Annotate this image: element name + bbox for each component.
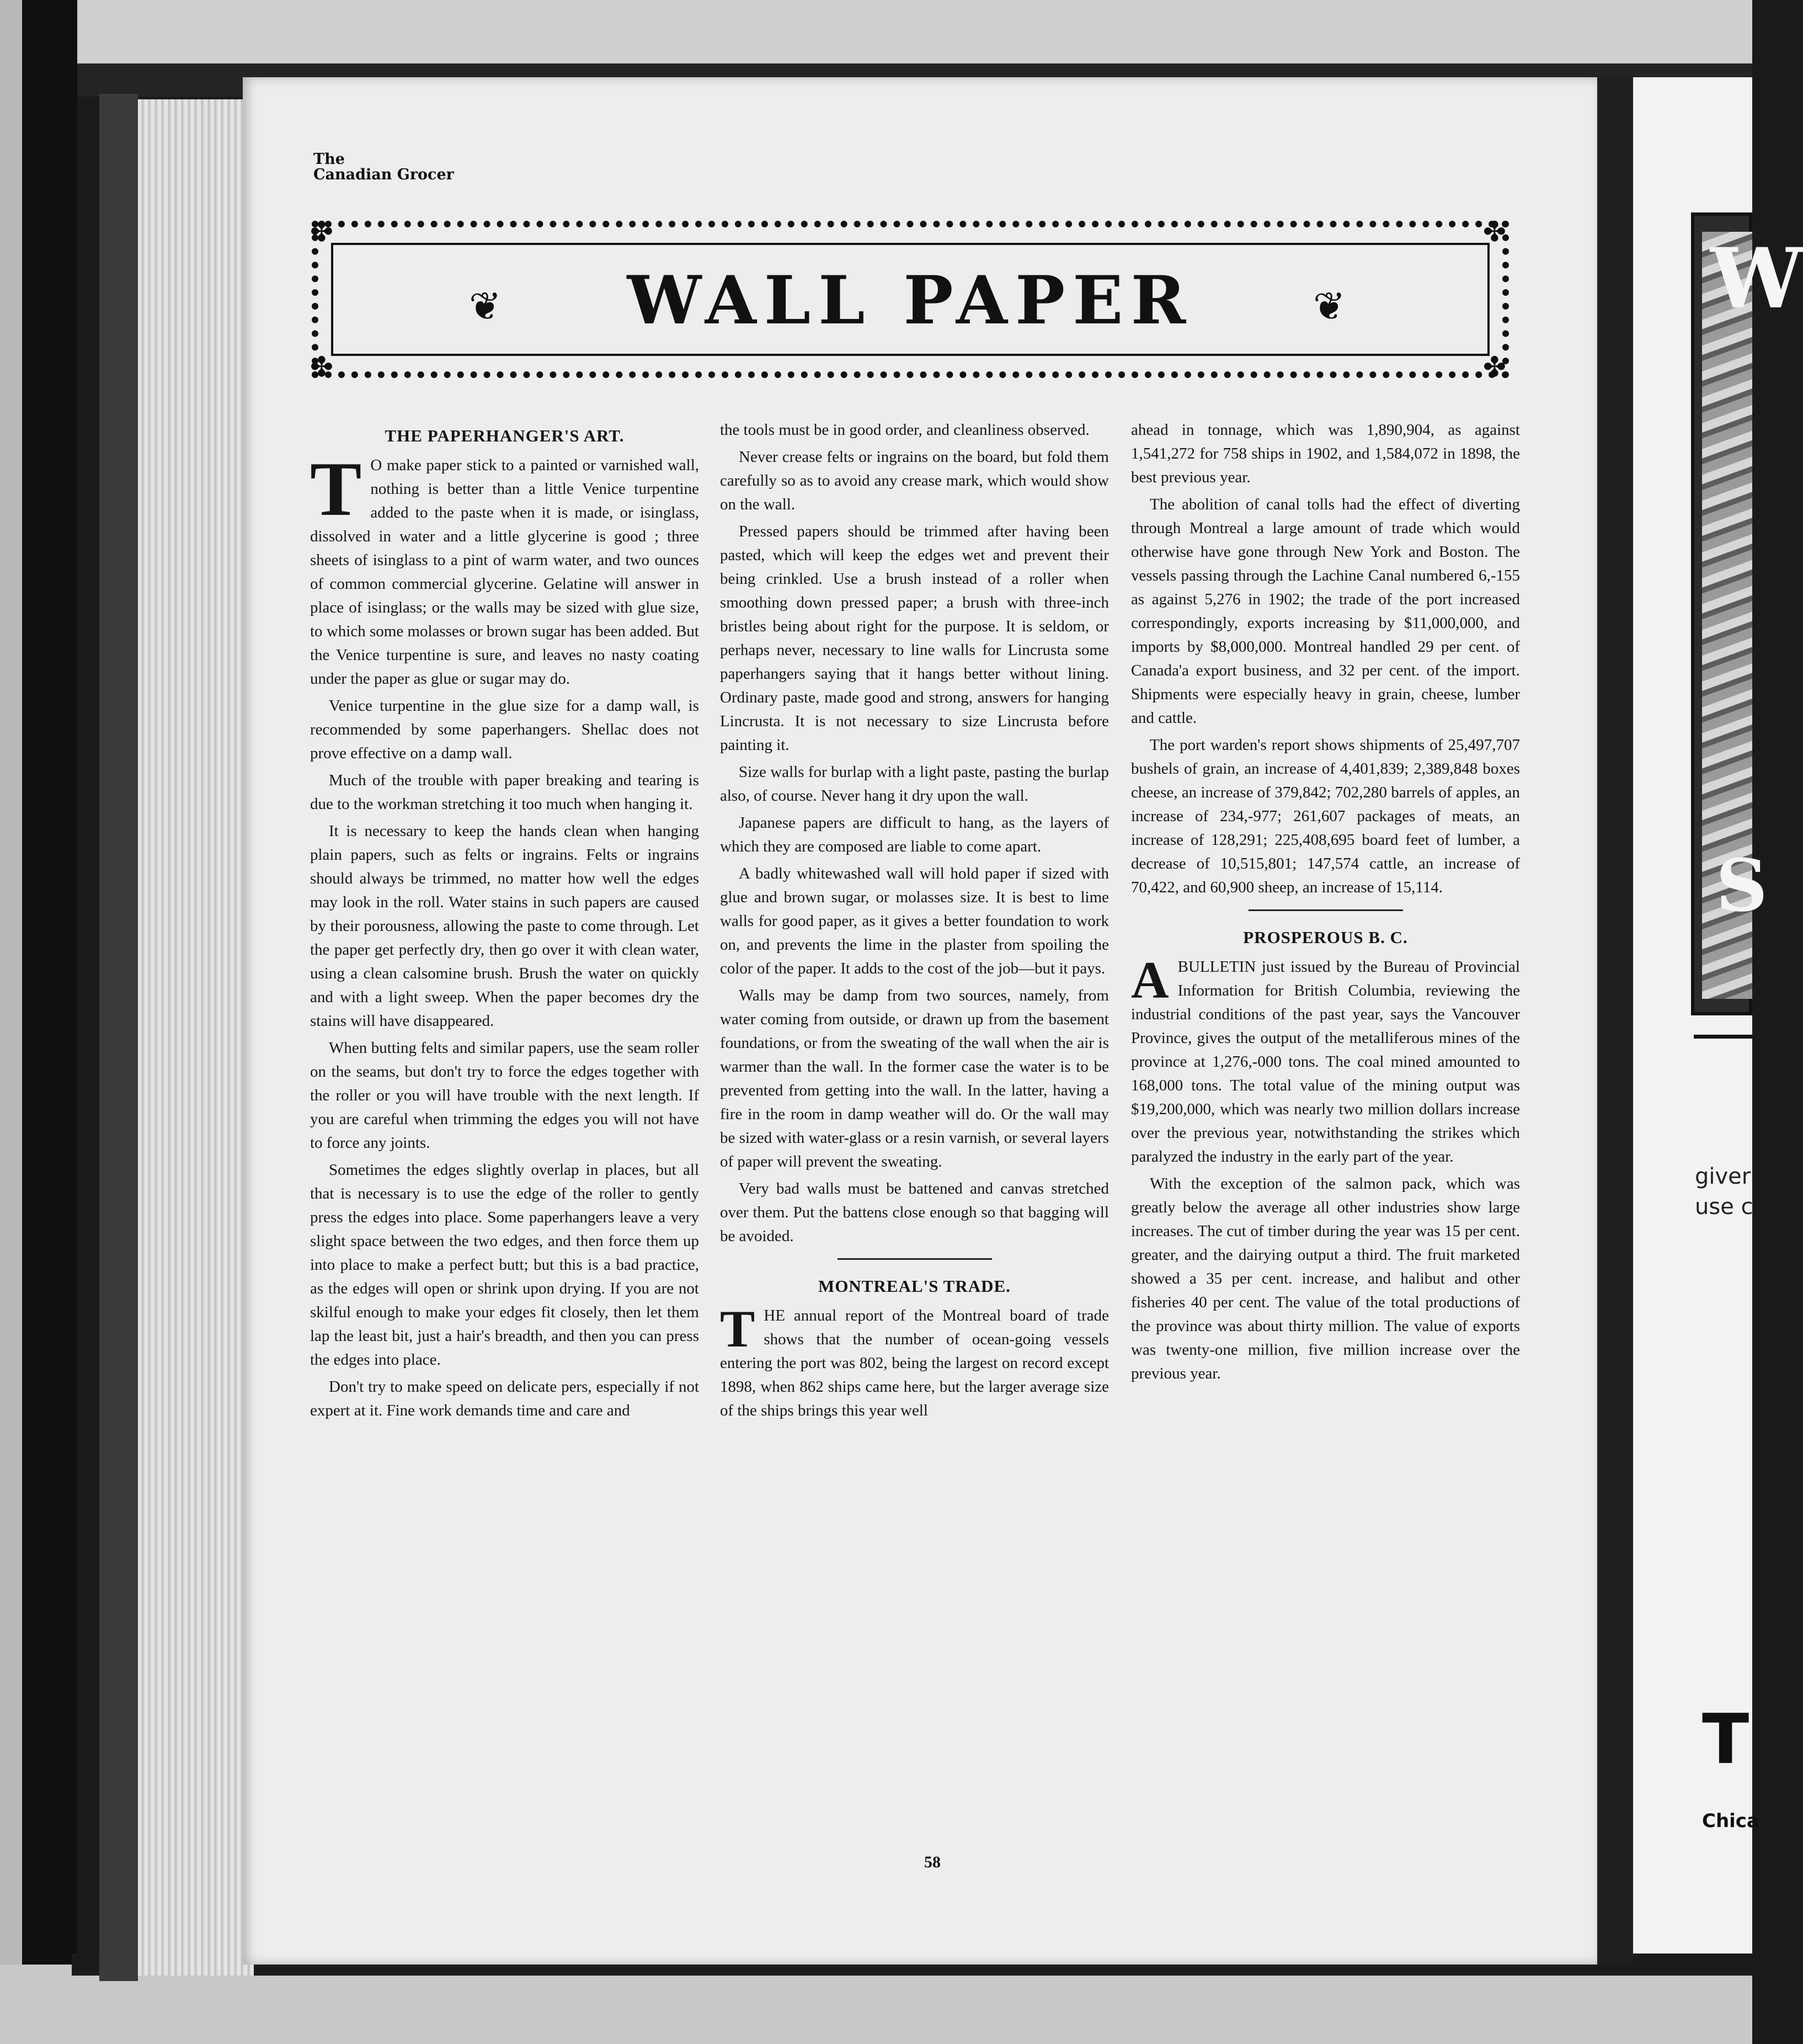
masthead — [313, 152, 454, 183]
facing-ad-city: Chica — [1702, 1810, 1759, 1832]
article-paragraph: Walls may be damp from two sources, namely, from water coming from outside, or drawn up from the basement foundations, or from the sweating of the wall when the air is warmer than the wall. In the former case the water is to be prevented from getting into the wall. In the latter, having a fire in the room in damp weather will do. Or the wall may be sized with water-glass or a resin varnish, or several layers of paper will prevent the sweating. — [720, 987, 1109, 1170]
article-paragraph: Pressed papers should be trimmed after having been pasted, which will keep the edges wet and prevent their being crinkled. Use a brush instead of a roller when smoothing down pressed paper; a brush with three-inch bristles being about right for the purpose. It is seldom, or perhaps never, necessary to line walls for Lincrusta some paperhangers saying that it hangs better without lining. Ordinary paste, made good and strong, answers for hanging Lincrusta. It is not necessary to size Lincrusta before painting it. — [720, 523, 1109, 754]
facing-ad-rule — [1694, 1035, 1752, 1039]
oak-leaf-icon: ❦ — [469, 284, 502, 329]
article-paragraph: A badly whitewashed wall will hold paper if sized with glue and brown sugar, or molasses size. It is best to lime walls for good paper, as it gives a better foundation to work on, and prevents the lime in the plaster from spoiling the color of the paper. It adds to the cost of the job—but it pays. — [720, 865, 1109, 977]
spine-shadow — [99, 94, 138, 1981]
text-column-1 — [310, 418, 699, 1859]
article-paragraph: Sometimes the edges slightly overlap in places, but all that is necessary is to use the edge of the roller to gently press the edges into place. Some paperhangers leave a very slight space between the two edges, and then force them up into place to make a perfect butt; but this is a bad practice, as the edges will open or shrink upon drying. If you are not skilful enough to make your edges fit closely, then let them lap the least bit, just a hair's breadth, and then you can press the edges into place. — [310, 1161, 699, 1369]
drop-cap: A — [1131, 951, 1169, 1009]
facing-ad-text-line: giver — [1695, 1164, 1751, 1189]
oak-leaf-icon: ❦ — [1313, 284, 1346, 329]
page-number: 58 — [924, 1853, 941, 1871]
facing-ad-text — [1695, 1162, 1752, 1222]
article-paragraph: Venice turpentine in the glue size for a damp wall, is recommended by some paperhangers. Shellac does not prove effective on a damp wall. — [310, 697, 699, 762]
masthead-line-2: Canadian Grocer — [313, 166, 454, 183]
article-paragraph: Never crease felts or ingrains on the board, but fold them carefully so as to avoid any crease mark, which would show on the wall. — [720, 448, 1109, 513]
drop-cap: T — [310, 446, 362, 532]
paragraph-text: O make paper stick to a painted or varnished wall, nothing is better than a little Venice turpentine added to the paste when it is made, or isinglass, dissolved in water and a little glycerine is good ; three sheets of isinglass to a pint of warm water, and two ounces of common commercial glycerine. Gelatine will answer in place of isinglass; or the walls may be sized with glue size, to which some molasses or brown sugar has been added. But the Venice turpentine is sure, and leaves no nasty coating under the paper as glue or sugar may do. — [310, 456, 699, 688]
article-paragraph: Much of the trouble with paper breaking and tearing is due to the workman stretching it too much when hanging it. — [310, 771, 699, 813]
corner-ornament-icon: ✤ — [1483, 216, 1506, 248]
facing-ad-big-letter: T — [1702, 1700, 1749, 1780]
article-heading: MONTREAL'S TRADE. — [818, 1276, 1011, 1296]
article-heading: PROSPEROUS B. C. — [1243, 928, 1408, 947]
article-paragraph — [720, 1300, 1109, 1423]
text-column-3 — [1131, 418, 1520, 1859]
facing-ad-text-line: use c — [1695, 1194, 1753, 1220]
article-heading: THE PAPERHANGER'S ART. — [385, 426, 625, 445]
corner-ornament-icon: ✤ — [1483, 351, 1506, 383]
facing-ad-letter: W — [1710, 230, 1803, 327]
scan-background-left — [0, 0, 22, 2044]
section-title: WALL PAPER — [627, 262, 1194, 339]
facing-ad-letter: S — [1716, 843, 1768, 928]
article-paragraph: With the exception of the salmon pack, which was greatly below the average all other industries show large increases. The cut of timber during the year was 15 per cent. greater, and the dairying output a third. The fruit marketed showed a 35 per cent. increase, and halibut and other fisheries 40 per cent. The value of the total productions of the province was about thirty million. The value of exports was twenty-one million, five million increase over the previous year. — [1131, 1175, 1520, 1382]
article-paragraph: When butting felts and similar papers, use the seam roller on the seams, but don't try to force the edges together with the roller or you will have trouble with the next length. If you are careful when trimming the edges you will not have to force any joints. — [310, 1039, 699, 1152]
article-paragraph: Size walls for burlap with a light paste, pasting the burlap also, of course. Never hang it dry upon the wall. — [720, 763, 1109, 805]
article-paragraph — [310, 446, 699, 691]
article-paragraph: It is necessary to keep the hands clean when hanging plain papers, such as felts or ingrains. Felts or ingrains should always be trimmed, no matter how well the edges may look in the roll. Water stains in such papers are caused by their porousness, allowing the paste to come through. Let the paper get perfectly dry, then go over it with clean water, using a clean calsomine brush. Brush the water on quickly and with a light sweep. When the paper becomes dry the stains will have disappeared. — [310, 822, 699, 1030]
scan-background-bottom — [0, 1965, 1752, 2044]
text-column-2 — [720, 418, 1109, 1859]
page-edges — [138, 99, 254, 1976]
article-paragraph: The port warden's report shows shipments of 25,497,707 bushels of grain, an increase of 4,401,839; 2,389,848 boxes cheese, an increase of 379,842; 702,280 barrels of apples, an increase of 234,-977; 261,607 packages of meats, an increase of 128,291; 225,408,695 board feet of lumber, a decrease of 10,515,801; 147,574 cattle, an increase of 70,422, and 60,900 sheep, an increase of 15,114. — [1131, 736, 1520, 896]
corner-ornament-icon: ✤ — [310, 216, 333, 248]
masthead-line-1: The — [313, 151, 345, 168]
article-paragraph: Very bad walls must be battened and canvas stretched over them. Put the battens close enough so that bagging will be avoided. — [720, 1180, 1109, 1245]
section-divider — [1249, 909, 1403, 911]
paragraph-text: BULLETIN just issued by the Bureau of Provincial Information for British Columbia, reviewing the industrial conditions of the past year, says the Vancouver Province, gives the output of the metalliferous mines of the province at 1,276,-000 tons. The coal mined amounted to 168,000 tons. The total value of the mining output was $19,200,000, which was nearly two million dollars increase over the previous year, notwithstanding the strikes which paralyzed the industry in the early part of the year. — [1131, 958, 1520, 1165]
drop-cap: T — [720, 1300, 755, 1358]
section-divider — [838, 1258, 992, 1260]
paragraph-text: HE annual report of the Montreal board of trade shows that the number of ocean-going vessels entering the port was 802, being the largest on record except 1898, when 862 ships came here, but the larger average size of the ships brings this year well — [720, 1307, 1109, 1419]
article-paragraph: Don't try to make speed on delicate pers, especially if not expert at it. Fine work demands time and care and — [310, 1378, 699, 1419]
corner-ornament-icon: ✤ — [310, 351, 333, 383]
article-paragraph: ahead in tonnage, which was 1,890,904, as against 1,541,272 for 758 ships in 1902, and 1,584,072 in 1898, the best previous year. — [1131, 421, 1520, 486]
article-paragraph: The abolition of canal tolls had the effect of diverting through Montreal a large amount of trade which would otherwise have gone through New York and Boston. The vessels passing through the Lachine Canal numbered 6,-155 as against 5,276 in 1902; the trade of the port increased correspondingly, exports increasing by $11,000,000, and imports by $8,000,000. Montreal handled 29 per cent. of Canada'a export business, and 32 per cent. of the import. Shipments were especially heavy in grain, cheese, lumber and cattle. — [1131, 496, 1520, 727]
article-paragraph: Japanese papers are difficult to hang, as the layers of which they are composed are liable to come apart. — [720, 814, 1109, 855]
article-paragraph: the tools must be in good order, and cleanliness observed. — [720, 421, 1090, 439]
gutter — [1597, 77, 1633, 1965]
article-paragraph — [1131, 951, 1520, 1169]
book-cover-edge — [22, 0, 77, 2044]
scan-background-top — [0, 0, 1752, 63]
